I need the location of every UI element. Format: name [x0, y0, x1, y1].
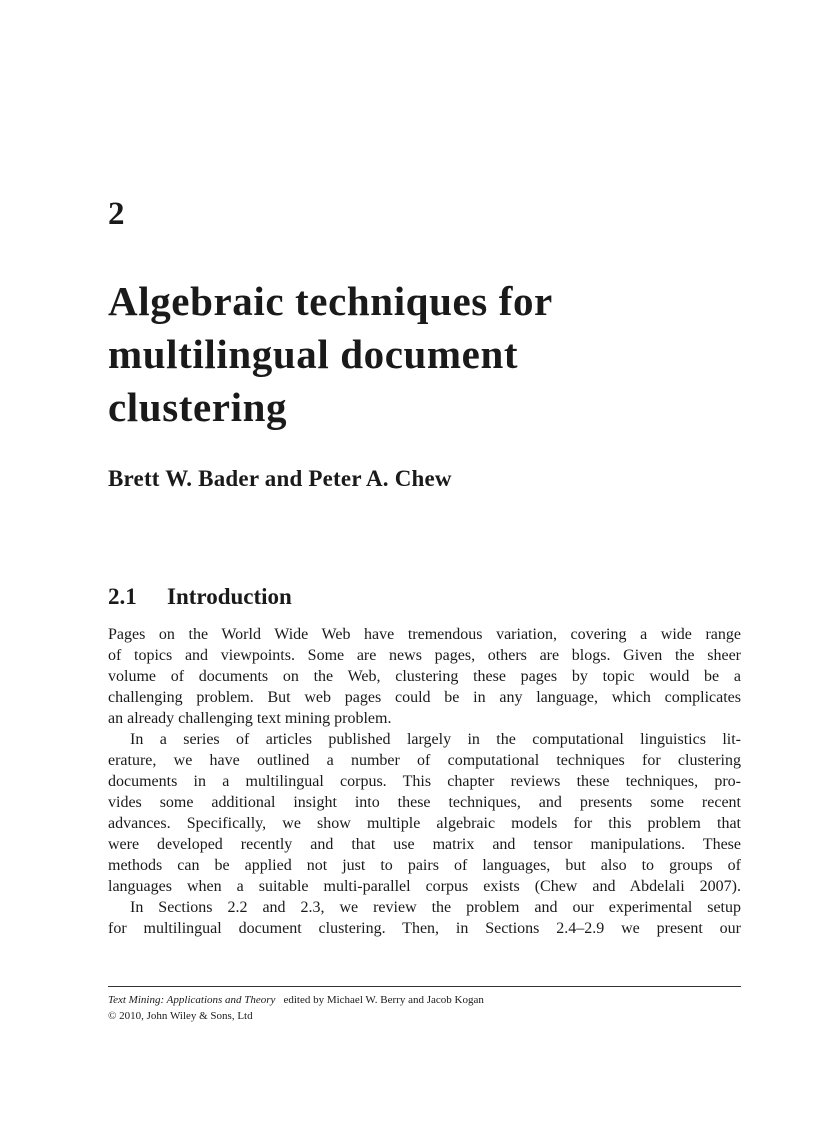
book-editors: edited by Michael W. Berry and Jacob Kogan	[283, 994, 484, 1006]
footer-citation	[108, 992, 484, 1008]
body-text	[108, 624, 741, 939]
chapter-title-line: clustering	[108, 384, 288, 430]
footer-rule	[108, 986, 741, 987]
page-footer	[108, 992, 484, 1024]
section-number: 2.1	[108, 584, 137, 609]
body-line: In Sections 2.2 and 2.3, we review the problem and our experimental setup	[130, 899, 741, 916]
copyright-notice: © 2010, John Wiley & Sons, Ltd	[108, 1010, 253, 1022]
body-line: for multilingual document clustering. Then, in Sections 2.4–2.9 we present our	[108, 920, 741, 937]
body-line: of topics and viewpoints. Some are news pages, others are blogs. Given the sheer	[108, 647, 741, 664]
chapter-title	[108, 275, 748, 434]
body-line: advances. Specifically, we show multiple algebraic models for this problem that	[108, 815, 741, 832]
body-line: documents in a multilingual corpus. This chapter reviews these techniques, pro-	[108, 773, 741, 790]
chapter-title-line: multilingual document	[108, 331, 519, 377]
body-line: languages when a suitable multi-parallel corpus exists (Chew and Abdelali 2007).	[108, 878, 741, 895]
chapter-number: 2	[108, 196, 125, 232]
section-title: Introduction	[167, 584, 292, 609]
body-line: Pages on the World Wide Web have tremendous variation, covering a wide range	[108, 626, 741, 643]
body-line: erature, we have outlined a number of computational techniques for clustering	[108, 752, 741, 769]
section-heading	[108, 582, 292, 612]
body-line: volume of documents on the Web, clustering these pages by topic would be a	[108, 668, 741, 685]
body-line: challenging problem. But web pages could be in any language, which complicates	[108, 689, 741, 706]
chapter-authors: Brett W. Bader and Peter A. Chew	[108, 466, 452, 491]
body-line: methods can be applied not just to pairs of languages, but also to groups of	[108, 857, 741, 874]
body-line: an already challenging text mining problem.	[108, 710, 392, 727]
book-title: Text Mining: Applications and Theory	[108, 994, 276, 1006]
chapter-title-line: Algebraic techniques for	[108, 278, 553, 324]
body-line: vides some additional insight into these techniques, and presents some recent	[108, 794, 741, 811]
body-line: In a series of articles published largely in the computational linguistics lit-	[130, 731, 741, 748]
body-line: were developed recently and that use matrix and tensor manipulations. These	[108, 836, 741, 853]
